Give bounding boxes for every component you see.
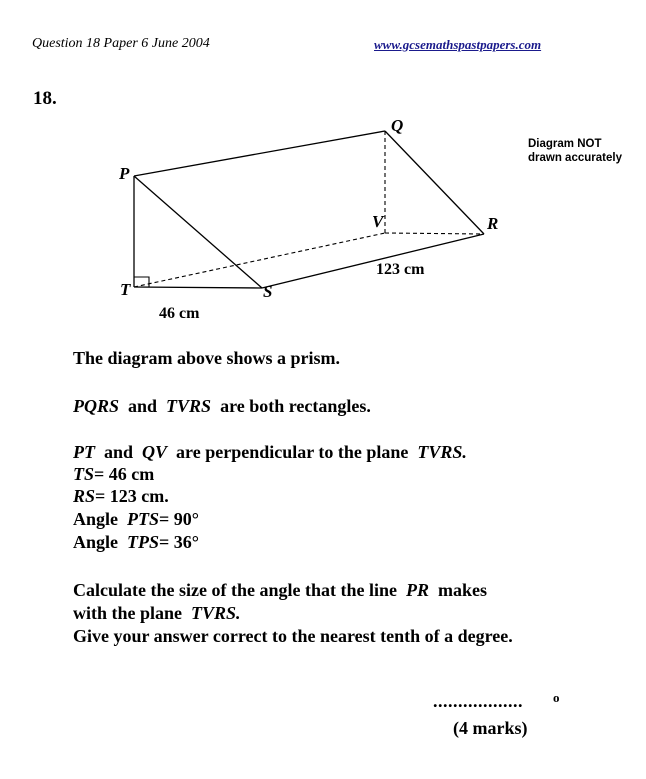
vertex-label-r: R (487, 214, 499, 233)
calc-plane: TVRS. (191, 603, 241, 623)
rect-pqrs: PQRS (73, 396, 120, 416)
ts-length (73, 463, 154, 485)
ts-name: TS (73, 464, 95, 484)
rect-tvrs: TVRS (166, 396, 212, 416)
rect-tail: are both rectangles. (220, 396, 371, 416)
edge-ts (134, 287, 262, 288)
length-label-rs: 123 cm (376, 261, 425, 278)
rectangles-statement (73, 395, 371, 417)
vertex-label-p: P (119, 164, 130, 183)
perp-mid: are perpendicular to the plane (176, 442, 409, 462)
calc-text-a: Calculate the size of the angle that the line (73, 580, 397, 600)
angle-pts (73, 508, 199, 530)
edge-ps (134, 176, 262, 288)
calculate-instruction (73, 579, 487, 601)
pts-name: PTS (127, 509, 160, 529)
rs-length (73, 485, 169, 507)
tps-value: = 36° (159, 532, 199, 552)
length-label-ts: 46 cm (159, 305, 200, 322)
angle-word: Angle (73, 509, 118, 529)
perp-qv: QV (142, 442, 168, 462)
calc-text-c: with the plane (73, 603, 183, 623)
website-link[interactable]: www.gcsemathspastpapers.com (374, 37, 542, 52)
edge-pq (134, 131, 385, 176)
vertex-label-t: T (120, 280, 131, 299)
ts-value: = 46 cm (94, 464, 155, 484)
vertex-label-s: S (263, 282, 273, 301)
hidden-edge-tv (134, 233, 385, 287)
calculate-instruction-plane (73, 602, 241, 624)
angle-tps (73, 531, 199, 553)
calc-text-b: makes (437, 580, 487, 600)
note-line-1: Diagram NOT (528, 138, 602, 150)
rs-name: RS (73, 486, 96, 506)
pts-value: = 90° (159, 509, 199, 529)
perp-and: and (104, 442, 134, 462)
note-line-2: drawn accurately (528, 152, 622, 164)
rect-and: and (128, 396, 158, 416)
vertex-label-q: Q (391, 116, 404, 135)
paper-reference: Question 18 Paper 6 June 2004 (32, 36, 210, 51)
angle-word: Angle (73, 532, 118, 552)
perpendicular-statement (73, 441, 467, 463)
edge-sr (262, 234, 484, 288)
vertex-label-v: V (372, 212, 384, 231)
precision-instruction: Give your answer correct to the nearest tenth of a degree. (73, 626, 513, 646)
perp-pt: PT (73, 442, 95, 462)
calc-line-pr: PR (405, 580, 429, 600)
question-number: 18. (33, 88, 57, 109)
degree-symbol: o (553, 690, 560, 705)
edge-qr (385, 131, 484, 234)
intro-sentence: The diagram above shows a prism. (73, 348, 341, 368)
hidden-edge-vr (385, 233, 484, 234)
answer-line[interactable]: .................. (433, 691, 523, 711)
perp-plane: TVRS. (417, 442, 467, 462)
marks-allocation: (4 marks) (453, 718, 528, 738)
tps-name: TPS (127, 532, 160, 552)
rs-value: = 123 cm. (95, 486, 169, 506)
